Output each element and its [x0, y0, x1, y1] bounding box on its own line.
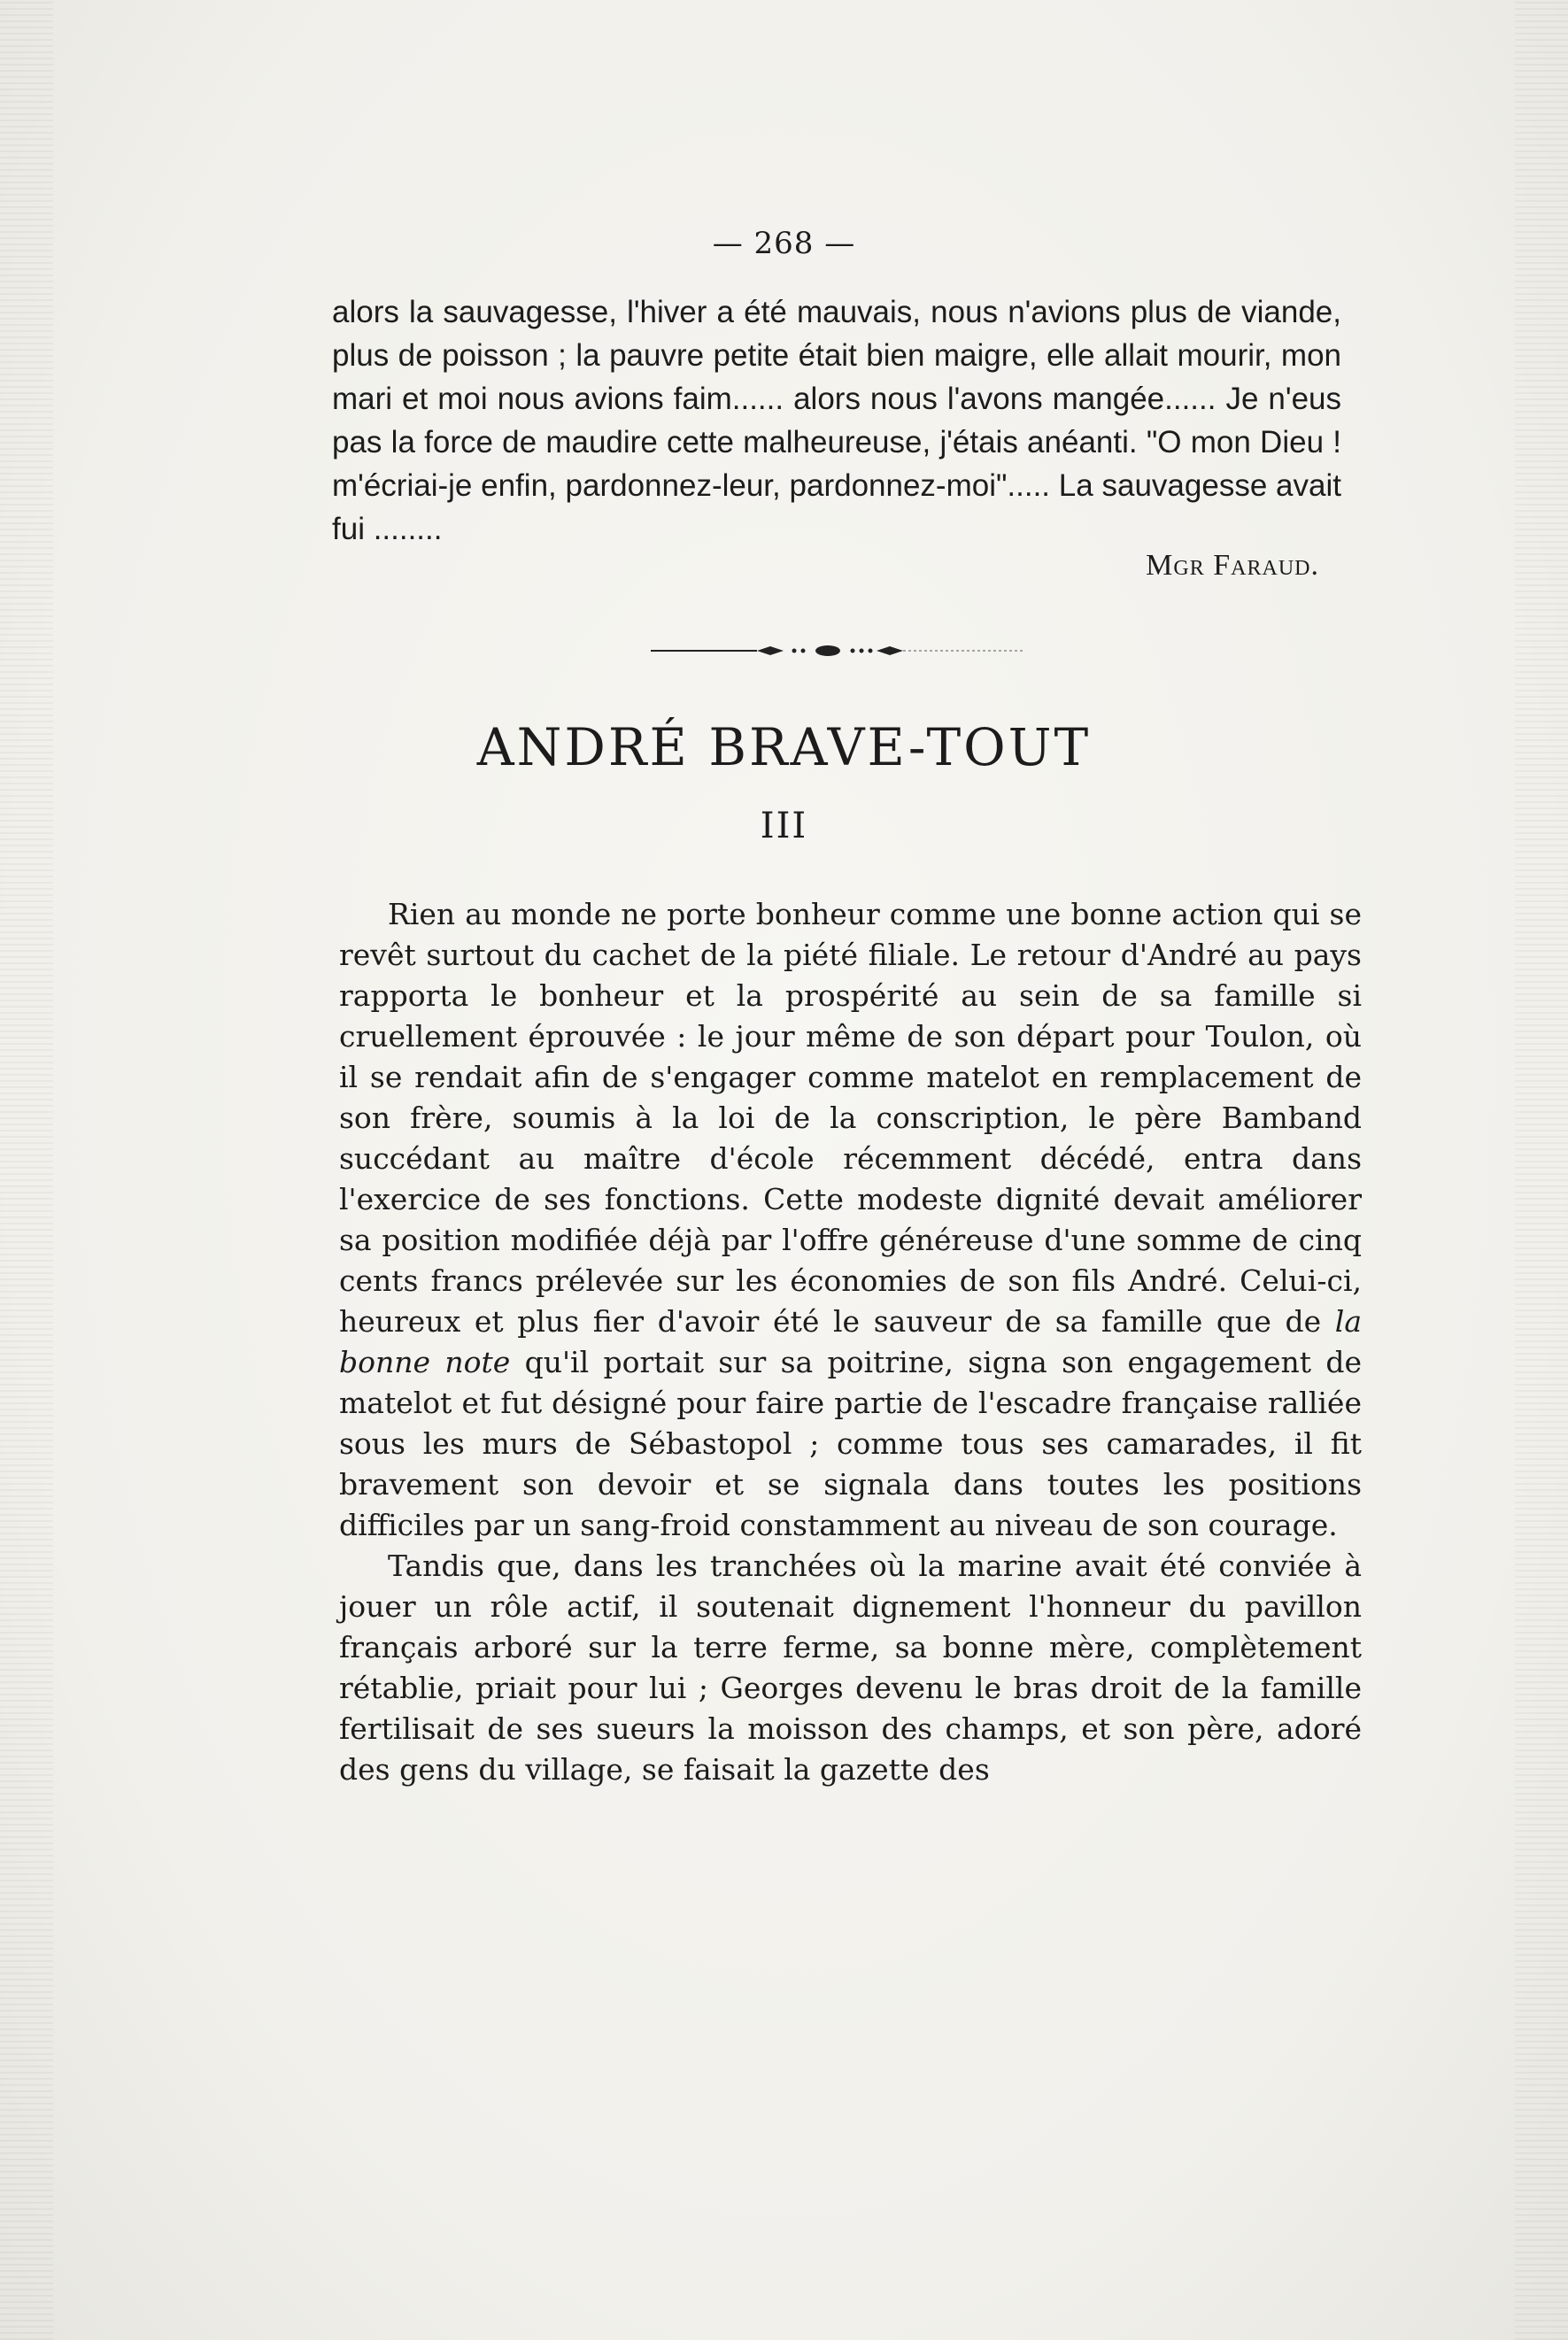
quote-text: alors la sauvagesse, l'hiver a été mauvais, nous n'avions plus de viande, plus de poisson ; la pauvre petite était bien maigre, elle allait mourir, mon mari et moi nous avions faim...... alors nous l'avons mangée...... Je n'eus pas la force de maudire cette malheureuse, j'étais anéanti. "O mon Dieu ! m'écriai-je enfin, pardonnez-leur, pardonnez-moi"..... La sauvagesse avait fui ........: [332, 295, 1341, 546]
paragraph-1-part-1: Rien au monde ne porte bonheur comme une bonne action qui se revêt surtout du cachet de la piété filiale. Le retour d'André au pays rapporta le bonheur et la prospérité au sein de sa famille si cruellement éprouvée : le jour même de son départ pour Toulon, où il se rendait afin de s'engager comme matelot en remplacement de son frère, soumis à la loi de la conscription, le père Bamband succédant au maître d'école récemment décédé, entra dans l'exercice de ses fonctions. Cette modeste dignité devait améliorer sa position modifiée déjà par l'offre généreuse d'une somme de cinq cents francs prélevée sur les économies de son fils André. Celui-ci, heureux et plus fier d'avoir été le sauveur de sa famille que de: [339, 897, 1362, 1339]
paragraph-1-emphasis: la bonne note: [339, 1304, 1362, 1379]
quote-signature: Mgr Faraud.: [1146, 549, 1319, 582]
paragraph-1-part-2: qu'il portait sur sa poitrine, signa son engagement de matelot et fut désigné pour faire partie de l'escadre française ralliée sous les murs de Sébastopol ; comme tous ses camarades, il fit bravement son devoir et se signala dans toutes les positions difficiles par un sang-froid constamment au niveau de son courage.: [339, 1345, 1362, 1542]
story-title: ANDRÉ BRAVE-TOUT: [476, 717, 1092, 777]
chapter-number: III: [760, 806, 808, 846]
paragraph-1: [339, 894, 1362, 1546]
paragraph-2: Tandis que, dans les tranchées où la marine avait été conviée à jouer un rôle actif, il soutenait dignement l'honneur du pavillon français arboré sur la terre ferme, sa bonne mère, complètement rétablie, priait pour lui ; Georges devenu le bras droit de la famille fertilisait de ses sueurs la moisson des champs, et son père, adoré des gens du village, se faisait la gazette des: [339, 1548, 1362, 1787]
page-edge-left: [0, 0, 53, 2340]
quote-block: [332, 290, 1341, 551]
page-edge-right: [1515, 0, 1568, 2340]
section-divider-ornament: [651, 637, 1023, 664]
story-body: [339, 894, 1362, 1790]
page-number: — 268 —: [712, 226, 856, 261]
